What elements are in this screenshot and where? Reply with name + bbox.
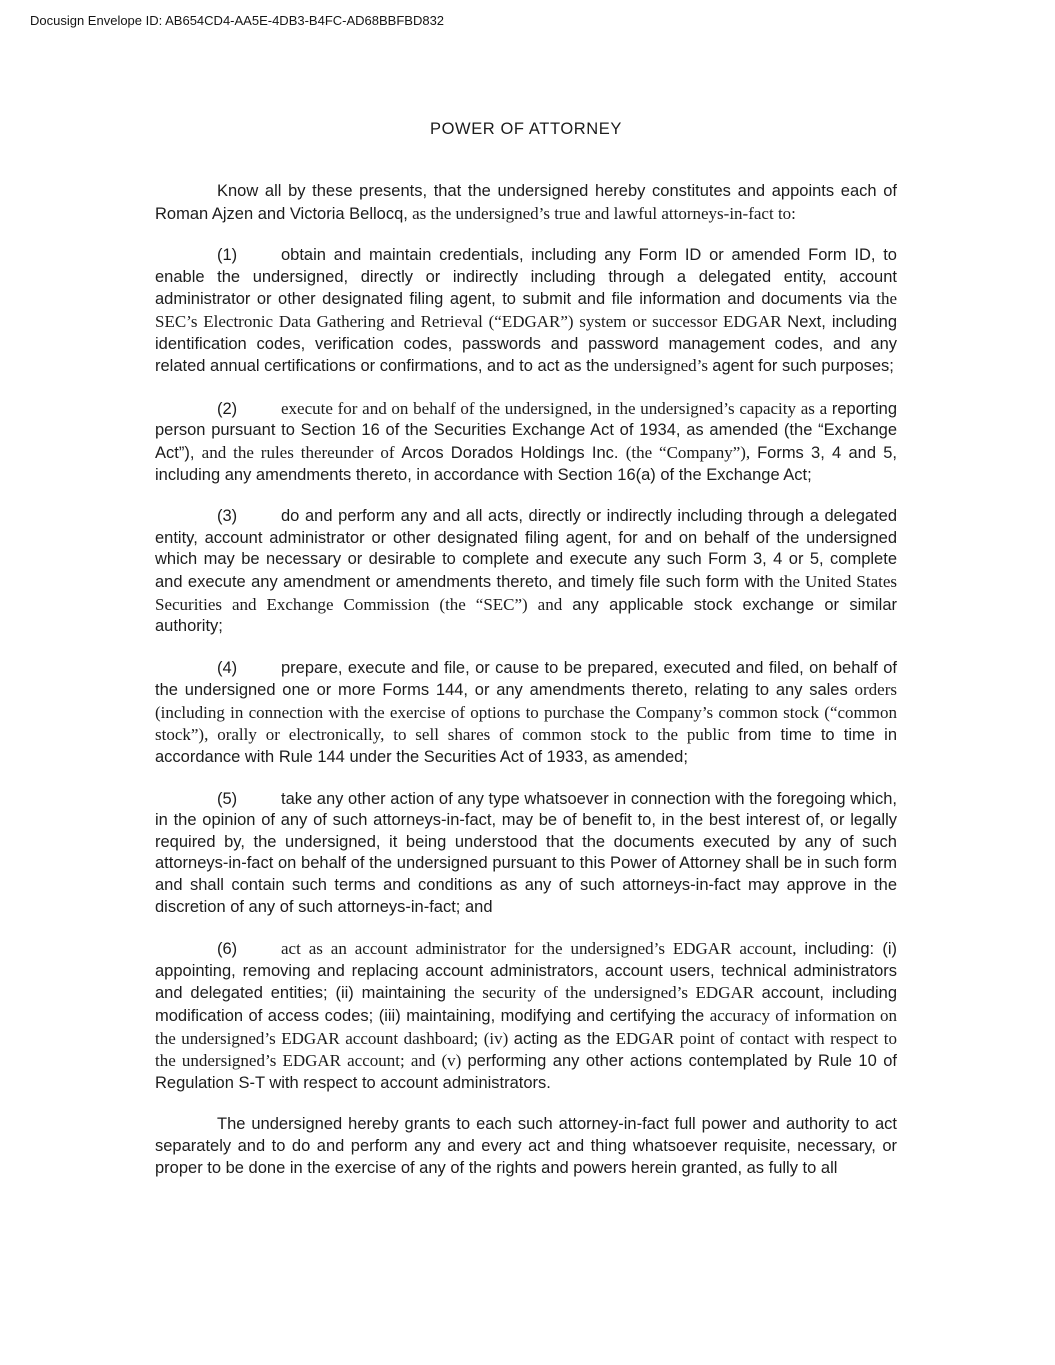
text-segment: as the undersigned’s true and lawful attorneys-in-fact to: (407, 203, 796, 223)
text-segment: execute for and on behalf of the undersigned, in the undersigned’s capacity as a (281, 398, 832, 418)
paragraph (155, 181, 897, 225)
text-segment: accuracy of information on the undersigned’s EDGAR account dashboard; (iv) (155, 1006, 897, 1048)
docusign-envelope-id: Docusign Envelope ID: AB654CD4-AA5E-4DB3-B4FC-AD68BBFBD832 (30, 13, 445, 28)
paragraph-number: (6) (217, 940, 238, 959)
paragraph-number: (3) (217, 507, 238, 526)
paragraph (155, 1114, 897, 1179)
paragraph (155, 789, 897, 919)
paragraph (155, 658, 897, 769)
paragraph (155, 506, 897, 638)
paragraph (155, 398, 897, 486)
text-segment: Know all by these presents, that the undersigned hereby constitutes and appoints each of Roman Ajzen and Victoria Bellocq, (155, 182, 897, 223)
document-body (155, 181, 897, 1179)
text-segment: reporting person pursuant to Section 16 of the Securities Exchange Act of 1934, as amended (the “Exchange Act”), (155, 399, 897, 462)
text-segment: account, including modification of access codes; (iii) maintaining, modifying and certifying the (155, 984, 897, 1025)
text-segment: take any other action of any type whatsoever in connection with the foregoing which, in the opinion of any of such attorneys-in-fact, may be of benefit to, in the best interest of, or legally required by, the undersigned, it being understood that the documents executed by any of such attorneys-in-fact on behalf of the undersigned pursuant to this Power of Attorney shall be in such form and shall contain such terms and conditions as any of such attorneys-in-fact may approve in the discretion of any of such attorneys-in-fact; and (155, 789, 897, 916)
text-segment: do and perform any and all acts, directly or indirectly including through a delegated entity, account administrator or other designated filing agent, for and on behalf of the undersigned which may be necessary or desirable to complete and execute any such Form 3, 4 or 5, complete and execute any amendment or amendments thereto, and timely file such form with (155, 507, 897, 591)
paragraph (155, 245, 897, 378)
paragraph-number: (4) (217, 658, 238, 677)
text-segment: from time to time in accordance with Rule 144 under the Securities Act of 1933, as amended; (155, 726, 897, 767)
text-segment: the SEC’s Electronic Data Gathering and Retrieval (“EDGAR”) system or successor EDGAR (155, 289, 897, 331)
text-segment: performing any other actions contemplated by Rule 10 of Regulation S-T with respect to account administrators. (155, 1052, 898, 1092)
text-segment: agent for such purposes; (712, 357, 894, 376)
paragraph-number: (2) (217, 399, 238, 418)
text-segment: including: (i) appointing, removing and replacing account administrators, account users, technical administrators and delegated entities; (ii) maintaining (155, 940, 897, 1003)
text-segment: the security of the undersigned’s EDGAR (453, 983, 762, 1003)
text-segment: and the rules thereunder of (201, 442, 402, 462)
paragraph-number: (5) (217, 789, 238, 808)
text-segment: Next, including identification codes, verification codes, passwords and password management codes, and any related annual certifications or confirmations, and to act as the (155, 312, 897, 376)
paragraph-number: (1) (217, 246, 238, 265)
text-segment: undersigned’s (613, 356, 713, 376)
text-segment: The undersigned hereby grants to each such attorney-in-fact full power and authority to act separately and to do and perform any and every act and thing whatsoever requisite, necessary, or proper to be done in the exercise of any of the rights and powers herein granted, as fully to all (155, 1115, 897, 1177)
text-segment: orders (including in connection with the exercise of options to purchase the Company’s common stock (“common stock”), orally or electronically, to sell shares of common stock to the public (155, 680, 897, 745)
text-segment: acting as the (513, 1029, 616, 1048)
text-segment: EDGAR point of contact with respect to the undersigned’s EDGAR account; and (v) (155, 1028, 898, 1071)
text-segment: obtain and maintain credentials, including any Form ID or amended Form ID, to enable the undersigned, directly or indirectly including through a delegated entity, account administrator or other designated filing agent, to submit and file information and documents via (155, 246, 897, 309)
paragraph (155, 938, 897, 1094)
text-segment: prepare, execute and file, or cause to be prepared, executed and filed, on behalf of the undersigned one or more Forms 144, or any amendments thereto, relating to any sales (155, 658, 897, 700)
text-segment: Forms 3, 4 and 5, including any amendments thereto, in accordance with Section 16(a) of the Exchange Act; (155, 443, 897, 484)
text-segment: any applicable stock exchange or similar authority; (155, 595, 897, 636)
text-segment: Arcos Dorados Holdings Inc. (401, 443, 626, 462)
document-content (155, 120, 897, 1179)
text-segment: act as an account administrator for the undersigned’s EDGAR account, (281, 939, 805, 959)
text-segment: (the “Company”), (625, 442, 758, 462)
text-segment: the United States Securities and Exchange Commission (the “SEC”) and (155, 571, 898, 614)
page-title: POWER OF ATTORNEY (429, 120, 623, 138)
